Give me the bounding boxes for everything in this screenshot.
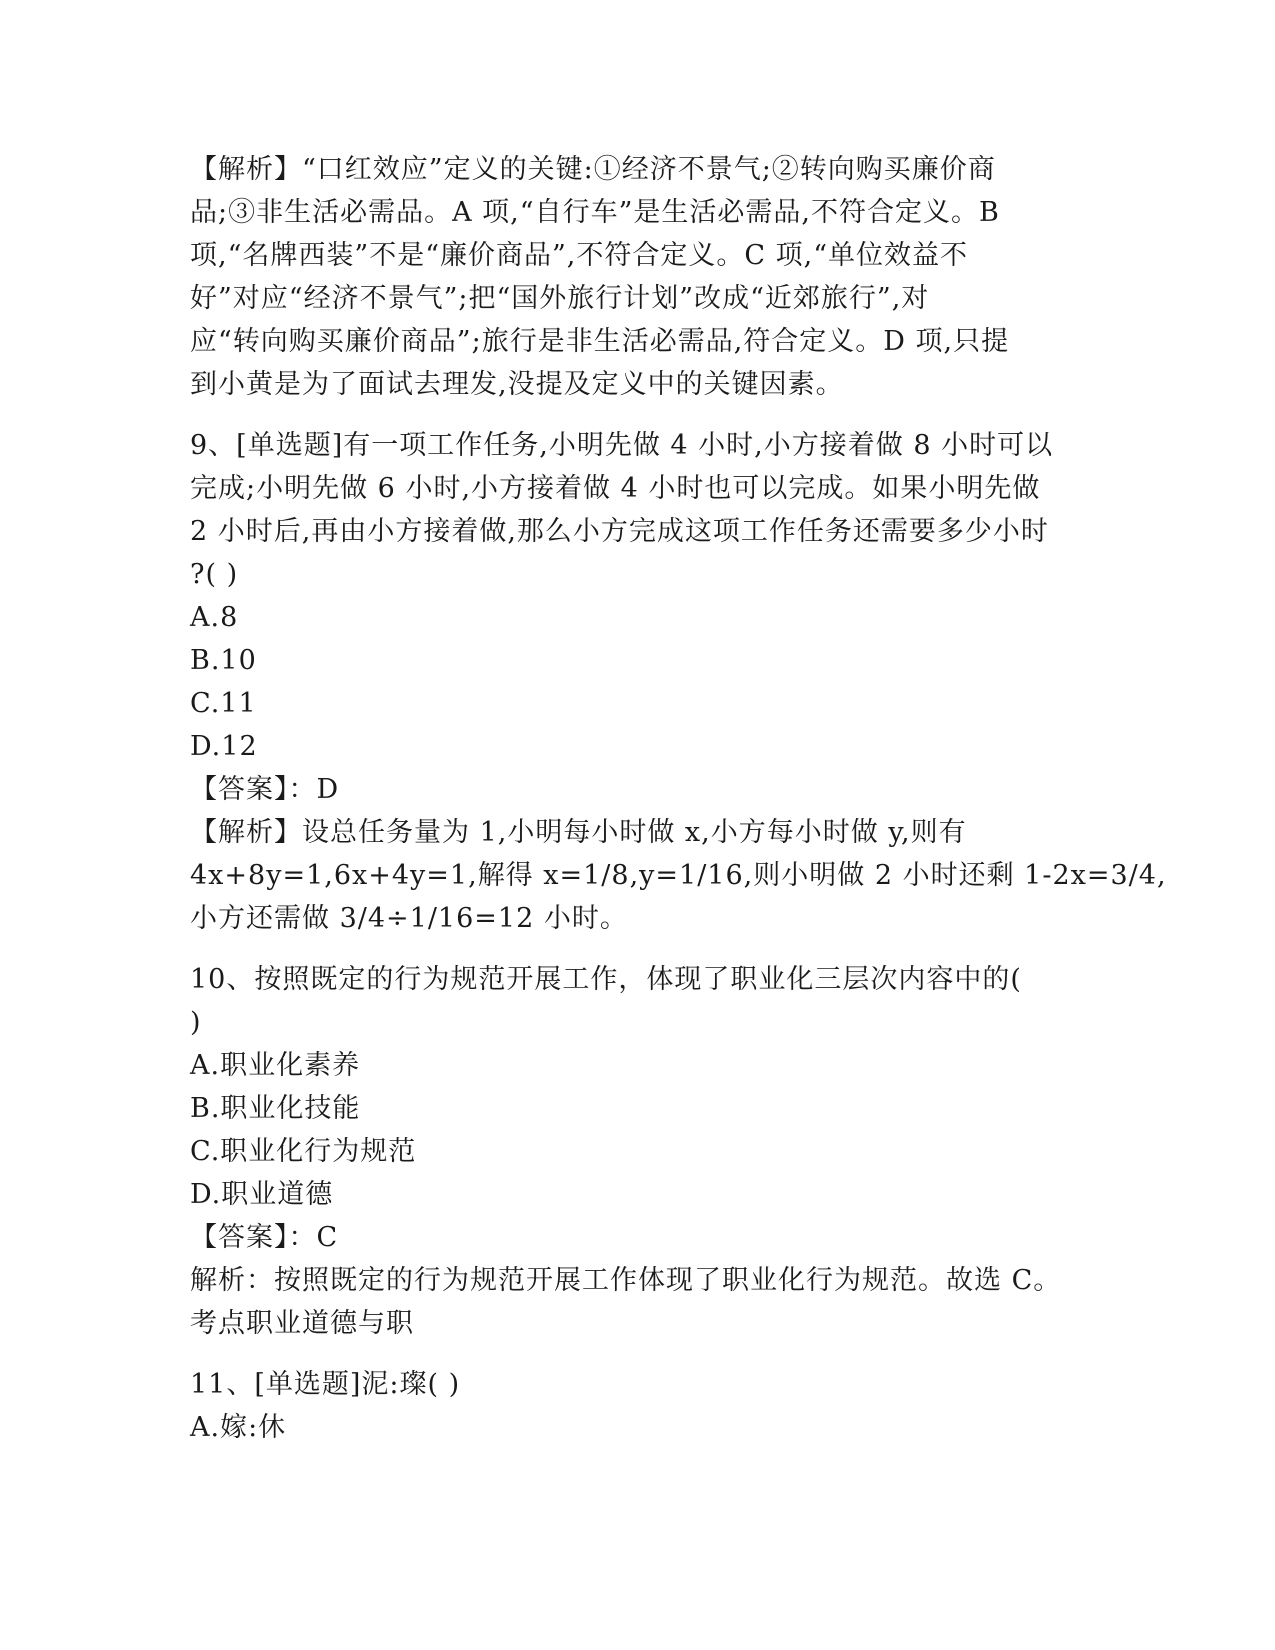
explanation-line: 好”对应“经济不景气”;把“国外旅行计划”改成“近郊旅行”,对 <box>190 283 930 314</box>
question-10 <box>190 958 1090 1345</box>
option-c: C.11 <box>190 688 257 719</box>
option-a: A.8 <box>190 602 239 633</box>
option-a: A.职业化素养 <box>190 1050 361 1081</box>
option-a: A.嫁:休 <box>190 1412 287 1443</box>
explanation-line: 解析：按照既定的行为规范开展工作体现了职业化行为规范。故选 C。 <box>190 1265 1062 1296</box>
option-b: B.10 <box>190 645 257 676</box>
document-page <box>190 148 1167 1449</box>
explanation-line: 到小黄是为了面试去理发,没提及定义中的关键因素。 <box>190 369 844 400</box>
explanation-line: 【解析】“口红效应”定义的关键:①经济不景气;②转向购买廉价商 <box>190 154 996 185</box>
explanation-line: 【解析】设总任务量为 1,小明每小时做 x,小方每小时做 y,则有 <box>190 817 967 848</box>
question-text-line: 9、[单选题]有一项工作任务,小明先做 4 小时,小方接着做 8 小时可以 <box>190 430 1054 461</box>
question-text-line: 完成;小明先做 6 小时,小方接着做 4 小时也可以完成。如果小明先做 <box>190 473 1041 504</box>
explanation-line: 品;③非生活必需品。A 项,“自行车”是生活必需品,不符合定义。B <box>190 197 1000 228</box>
explanation-line: 项,“名牌西装”不是“廉价商品”,不符合定义。C 项,“单位效益不 <box>190 240 969 271</box>
question-text-line: 11、[单选题]泥:璨( ) <box>190 1369 461 1400</box>
q8-explanation <box>190 148 1090 406</box>
option-d: D.12 <box>190 731 258 762</box>
explanation-line: 小方还需做 3/4÷1/16=12 小时。 <box>190 903 628 934</box>
explanation-line: 应“转向购买廉价商品”;旅行是非生活必需品,符合定义。D 项,只提 <box>190 326 1010 357</box>
option-c: C.职业化行为规范 <box>190 1136 417 1167</box>
question-text-line: ?( ) <box>190 559 239 590</box>
answer: 【答案】：C <box>190 1222 339 1253</box>
answer: 【答案】：D <box>190 774 340 805</box>
question-text-line: 10、按照既定的行为规范开展工作，体现了职业化三层次内容中的( <box>190 964 1022 995</box>
question-text-line: ) <box>190 1007 202 1038</box>
question-text-line: 2 小时后,再由小方接着做,那么小方完成这项工作任务还需要多少小时 <box>190 516 1049 547</box>
explanation-line: 4x+8y=1,6x+4y=1,解得 x=1/8,y=1/16,则小明做 2 小时还剩 1-2x=3/4, <box>190 860 1167 891</box>
option-b: B.职业化技能 <box>190 1093 361 1124</box>
explanation-line: 考点职业道德与职 <box>190 1308 414 1339</box>
question-9 <box>190 424 1167 940</box>
question-11 <box>190 1363 1090 1449</box>
option-d: D.职业道德 <box>190 1179 334 1210</box>
